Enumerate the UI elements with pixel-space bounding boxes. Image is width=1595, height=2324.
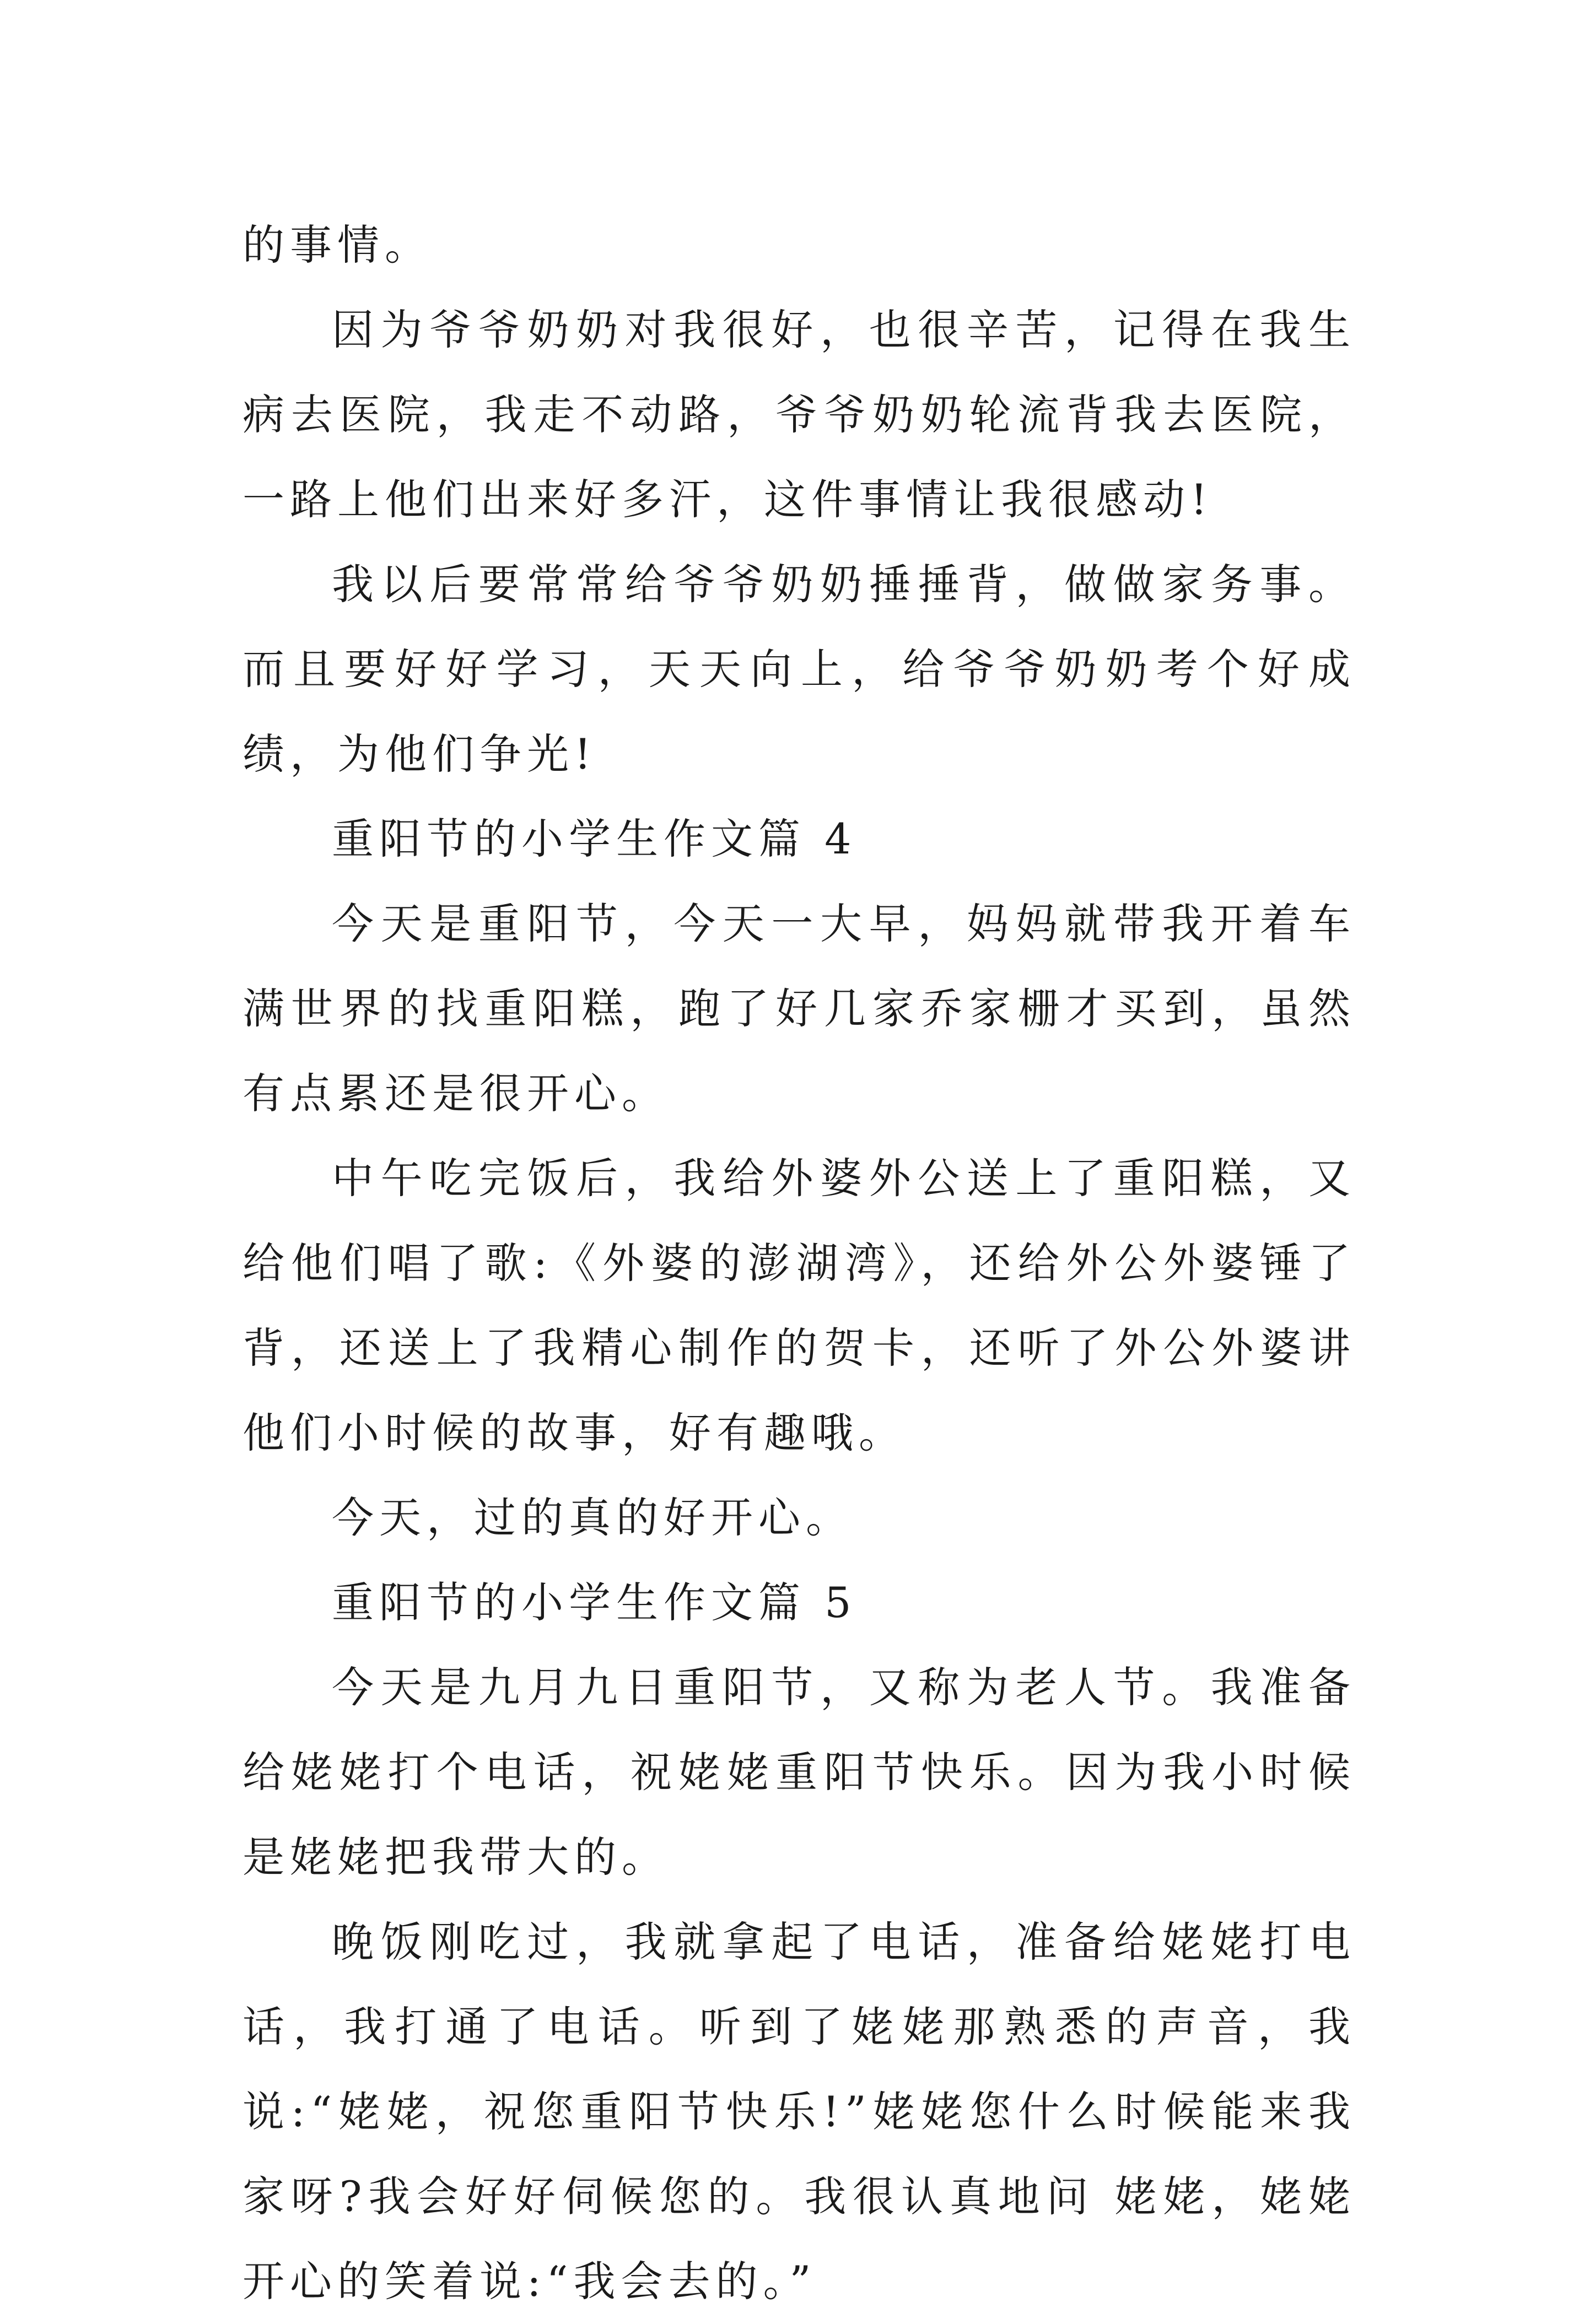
document-body [243, 203, 1356, 2324]
paragraph-visit-grandparents: 中午吃完饭后，我给外婆外公送上了重阳糕，又给他们唱了歌:《外婆的澎湖湾》，还给外公外婆锤了背，还送上了我精心制作的贺卡，还听了外公外婆讲他们小时候的故事，好有趣哦。 [243, 1154, 1356, 1457]
paragraph-hospital-memory: 因为爷爷奶奶对我很好，也很辛苦，记得在我生病去医院，我走不动路，爷爷奶奶轮流背我去医院，一路上他们出来好多汗，这件事情让我很感动! [243, 305, 1356, 524]
paragraph-future-promise: 我以后要常常给爷爷奶奶捶捶背，做做家务事。而且要好好学习，天天向上，给爷爷奶奶考个好成绩，为他们争光! [243, 560, 1356, 779]
paragraph-chongyang-cake: 今天是重阳节，今天一大早，妈妈就带我开着车满世界的找重阳糕，跑了好几家乔家栅才买到，虽然有点累还是很开心。 [243, 899, 1356, 1118]
paragraph-phone-call: 晚饭刚吃过，我就拿起了电话，准备给姥姥打电话，我打通了电话。听到了姥姥那熟悉的声音，我说:“姥姥，祝您重阳节快乐!”姥姥您什么时候能来我家呀?我会好好伺候您的。我很认真地问 姥姥，姥姥开心的笑着说:“我会去的。” [243, 1917, 1356, 2306]
paragraph-continuation: 的事情。 [243, 220, 432, 269]
paragraph-senior-day: 今天是九月九日重阳节，又称为老人节。我准备给姥姥打个电话，祝姥姥重阳节快乐。因为我小时候是姥姥把我带大的。 [243, 1663, 1356, 1882]
section-heading-4: 重阳节的小学生作文篇 4 [332, 814, 857, 863]
section-heading-5: 重阳节的小学生作文篇 5 [332, 1578, 857, 1627]
paragraph-happy-day: 今天，过的真的好开心。 [332, 1493, 853, 1542]
